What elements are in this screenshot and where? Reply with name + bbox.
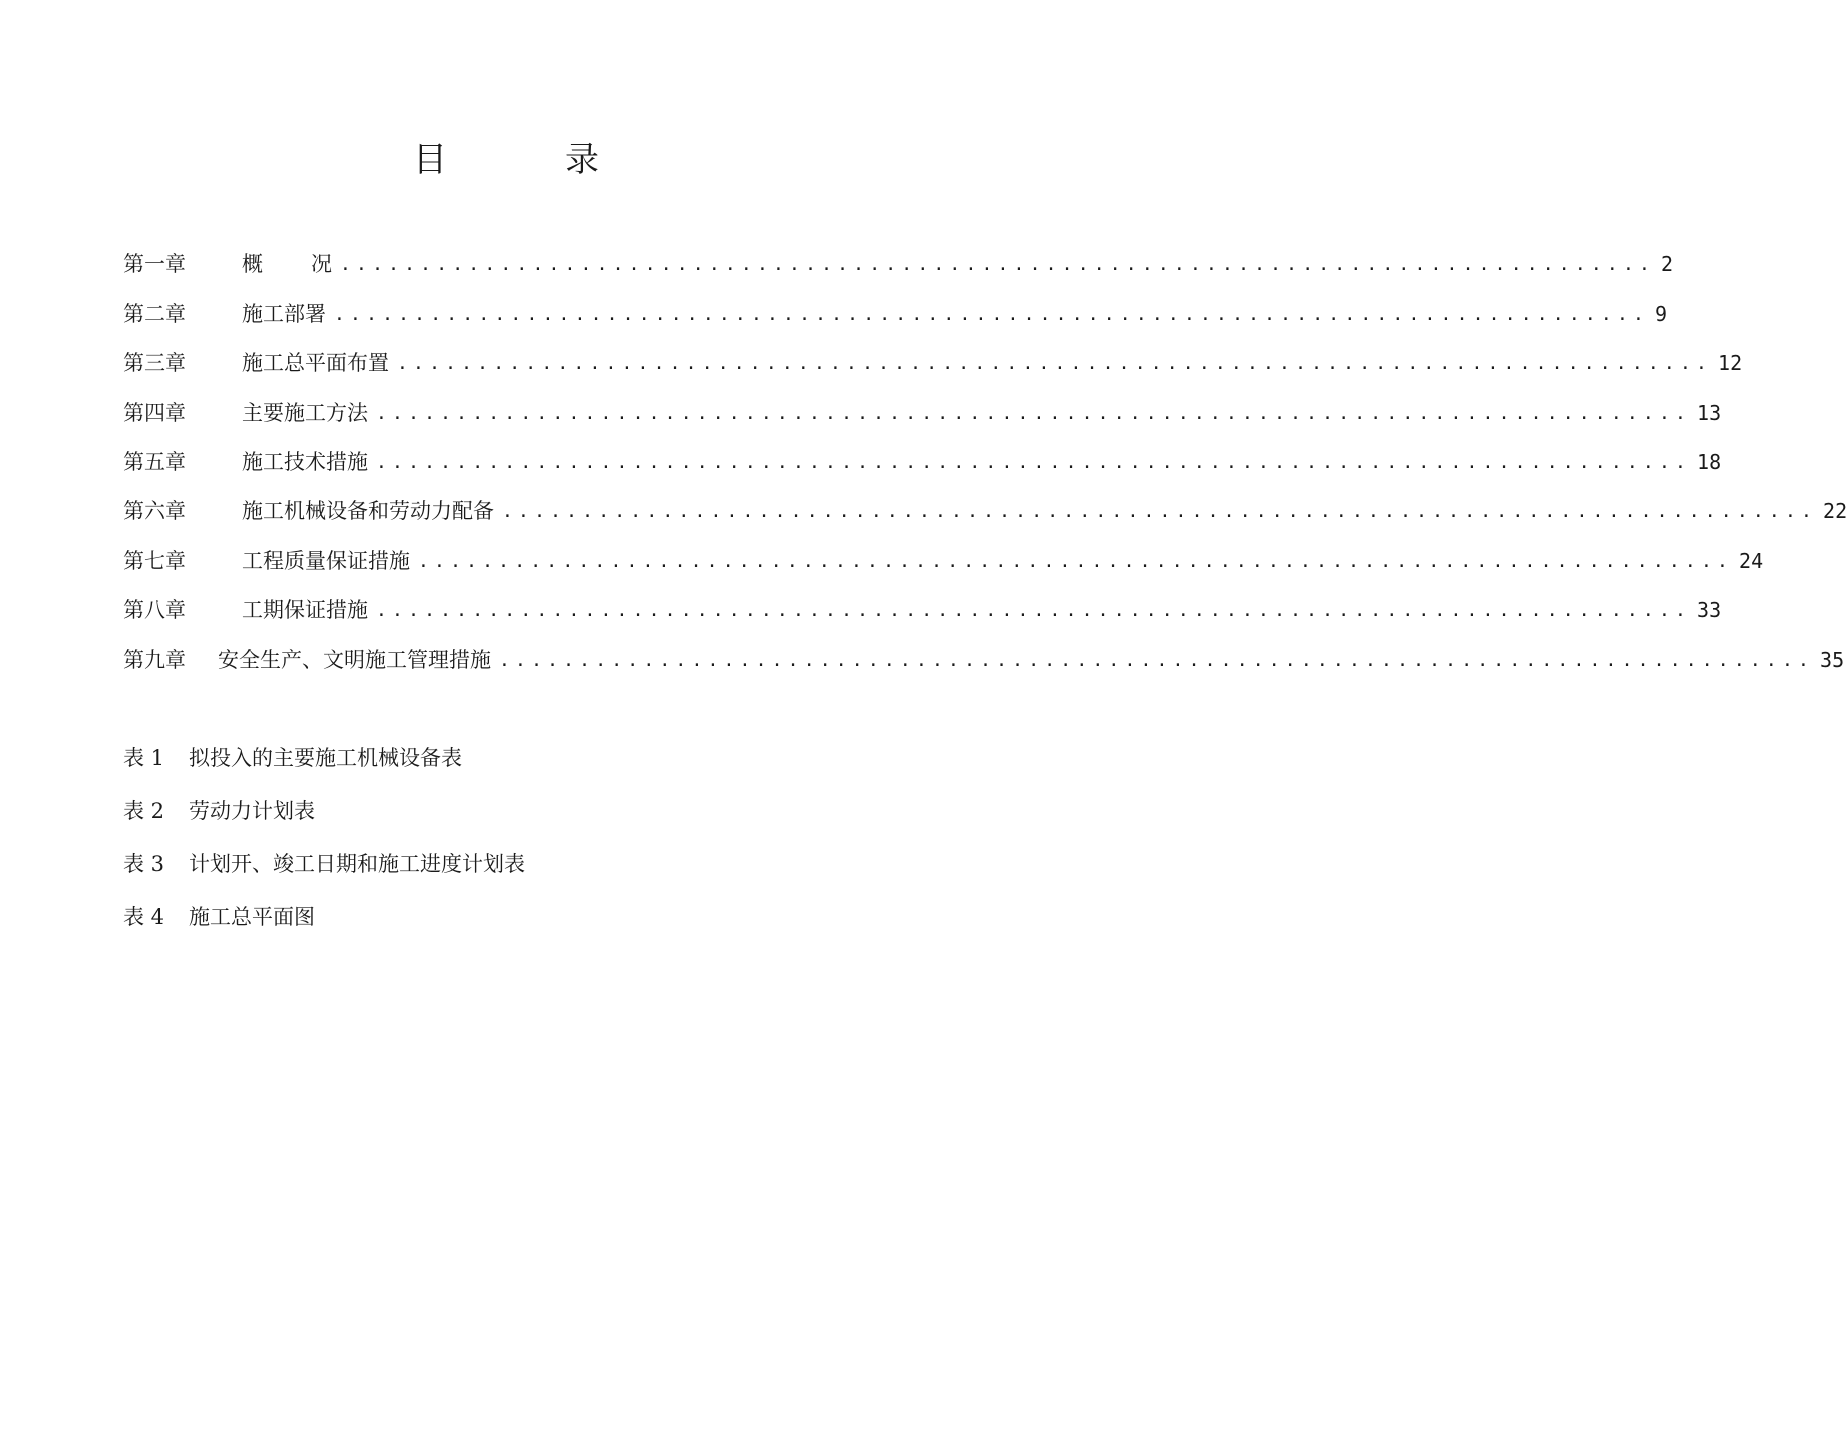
table-title: 计划开、竣工日期和施工进度计划表 bbox=[189, 852, 525, 876]
table-list-item[interactable] bbox=[123, 788, 823, 841]
table-list-item[interactable] bbox=[123, 841, 823, 894]
toc-chapter-title bbox=[242, 240, 332, 289]
toc-chapter-title: 工程质量保证措施 bbox=[242, 548, 410, 573]
toc-dot-leader: .................................................................................. bbox=[499, 649, 1815, 671]
toc-chapter-number: 第九章 bbox=[123, 647, 186, 672]
toc-page-number: 13 bbox=[1697, 400, 1722, 425]
toc-dot-leader: .................................................................................. bbox=[418, 550, 1734, 572]
toc-page-number: 33 bbox=[1697, 598, 1722, 623]
table-list-item[interactable] bbox=[123, 894, 823, 947]
toc-chapter-number: 第二章 bbox=[123, 301, 186, 326]
toc-entry[interactable] bbox=[123, 388, 1722, 437]
toc-page-number: 12 bbox=[1718, 351, 1743, 376]
table-title: 拟投入的主要施工机械设备表 bbox=[189, 746, 462, 770]
toc-dot-leader: .................................................................................. bbox=[334, 303, 1650, 325]
toc-chapter-number: 第三章 bbox=[123, 351, 186, 376]
table-label: 表 1 bbox=[123, 746, 165, 770]
toc-entry[interactable] bbox=[123, 289, 1668, 338]
toc-entry[interactable] bbox=[123, 536, 1764, 585]
toc-chapter-number: 第四章 bbox=[123, 400, 186, 425]
toc-entry[interactable] bbox=[123, 438, 1722, 487]
toc-dot-leader: .................................................................................. bbox=[502, 501, 1818, 523]
toc-title-char: 概 bbox=[242, 252, 311, 277]
table-label: 表 3 bbox=[123, 852, 165, 876]
table-of-contents bbox=[123, 240, 1847, 685]
toc-page-number: 22 bbox=[1823, 499, 1847, 524]
toc-page-number: 2 bbox=[1661, 252, 1674, 277]
toc-dot-leader: .................................................................................. bbox=[376, 600, 1692, 622]
toc-chapter-number: 第八章 bbox=[123, 598, 186, 623]
toc-entry[interactable] bbox=[123, 487, 1847, 536]
toc-dot-leader: .................................................................................. bbox=[340, 254, 1656, 276]
toc-chapter-title: 施工总平面布置 bbox=[242, 351, 389, 376]
toc-chapter-number: 第七章 bbox=[123, 548, 186, 573]
appendix-table-list bbox=[123, 735, 823, 947]
toc-dot-leader: .................................................................................. bbox=[397, 353, 1713, 375]
toc-dot-leader: .................................................................................. bbox=[376, 402, 1692, 424]
toc-chapter-number: 第五章 bbox=[123, 449, 186, 474]
toc-title-char: 况 bbox=[311, 252, 332, 277]
toc-entry[interactable] bbox=[123, 240, 1674, 289]
page-title: 目 录 bbox=[413, 140, 641, 180]
table-title: 施工总平面图 bbox=[189, 905, 315, 929]
toc-chapter-title: 施工部署 bbox=[242, 301, 326, 326]
toc-entry[interactable] bbox=[123, 339, 1743, 388]
toc-chapter-title: 主要施工方法 bbox=[242, 400, 368, 425]
toc-page-number: 9 bbox=[1655, 301, 1668, 326]
toc-chapter-title: 施工机械设备和劳动力配备 bbox=[242, 499, 494, 524]
toc-page-number: 35 bbox=[1820, 647, 1845, 672]
toc-chapter-title: 施工技术措施 bbox=[242, 449, 368, 474]
toc-dot-leader: .................................................................................. bbox=[376, 451, 1692, 473]
table-title: 劳动力计划表 bbox=[189, 799, 315, 823]
table-list-item[interactable] bbox=[123, 735, 823, 788]
table-label: 表 2 bbox=[123, 799, 165, 823]
toc-chapter-title: 工期保证措施 bbox=[242, 598, 368, 623]
table-label: 表 4 bbox=[123, 905, 165, 929]
toc-page-number: 18 bbox=[1697, 449, 1722, 474]
toc-entry[interactable] bbox=[123, 635, 1845, 684]
toc-chapter-number: 第六章 bbox=[123, 499, 186, 524]
toc-entry[interactable] bbox=[123, 586, 1722, 635]
toc-chapter-title: 安全生产、文明施工管理措施 bbox=[218, 647, 491, 672]
toc-page-number: 24 bbox=[1739, 548, 1764, 573]
toc-chapter-number: 第一章 bbox=[123, 252, 186, 277]
